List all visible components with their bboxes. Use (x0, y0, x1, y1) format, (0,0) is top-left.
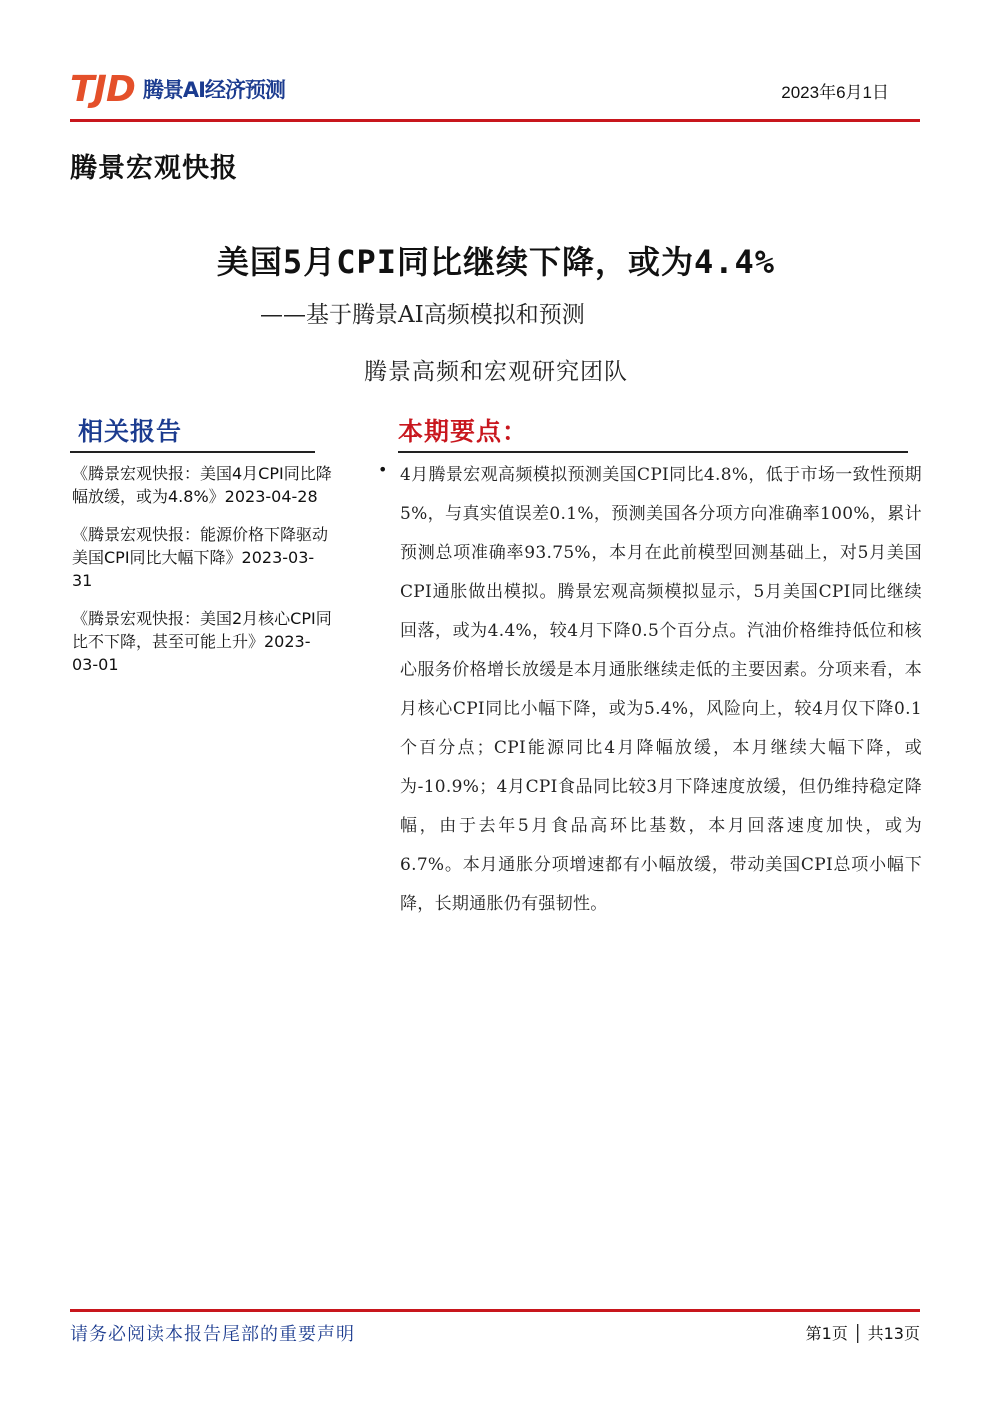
highlights-paragraph: 4月腾景宏观高频模拟预测美国CPI同比4.8%，低于市场一致性预期5%，与真实值误差0.1%，预测美国各分项方向准确率100%，累计预测总项准确率93.75%，本月在此前模型回测基础上，对5月美国CPI通胀做出模拟。腾景宏观高频模拟显示，5月美国CPI同比继续回落，或为4.4%，较4月下降0.5个百分点。汽油价格维持低位和核心服务价格增长放缓是本月通胀继续走低的主要因素。分项来看，本月核心CPI同比小幅下降，或为5.4%，风险向上，较4月仅下降0.1个百分点；CPI能源同比4月降幅放缓，本月继续大幅下降，或为-10.9%；4月CPI食品同比较3月下降速度放缓，但仍维持稳定降幅，由于去年5月食品高环比基数，本月回落速度加快，或为6.7%。本月通胀分项增速都有小幅放缓，带动美国CPI总项小幅下降，长期通胀仍有强韧性。 (400, 465, 922, 914)
logo-name: 腾景AI经济预测 (142, 78, 285, 102)
highlights-heading: 本期要点： (398, 417, 529, 446)
series-title: 腾景宏观快报 (70, 153, 238, 184)
bullet-icon: • (378, 460, 388, 479)
related-report-link[interactable]: 《腾景宏观快报：能源价格下降驱动美国CPI同比大幅下降》2023-03-31 (72, 525, 329, 590)
document-title: 美国5月CPI同比继续下降，或为4.4% (216, 243, 776, 281)
header-divider (70, 119, 920, 122)
logo-mark: TJD (70, 69, 135, 110)
related-report-link[interactable]: 《腾景宏观快报：美国4月CPI同比降幅放缓，或为4.8%》2023-04-28 (72, 464, 332, 506)
document-subtitle: ——基于腾景AI高频模拟和预测 (260, 302, 585, 328)
disclaimer-note: 请务必阅读本报告尾部的重要声明 (70, 1324, 355, 1345)
related-reports-heading: 相关报告 (78, 417, 183, 446)
highlights-divider (398, 451, 908, 453)
page-number: 第1页 │ 共13页 (805, 1324, 920, 1343)
related-report-link[interactable]: 《腾景宏观快报：美国2月核心CPI同比不下降，甚至可能上升》2023-03-01 (72, 609, 332, 674)
author-team: 腾景高频和宏观研究团队 (364, 359, 628, 385)
brand-logo (70, 69, 285, 110)
related-reports-divider (70, 451, 315, 453)
related-reports-list (72, 462, 332, 691)
report-date: 2023年6月1日 (781, 83, 889, 102)
footer-divider (70, 1309, 920, 1312)
